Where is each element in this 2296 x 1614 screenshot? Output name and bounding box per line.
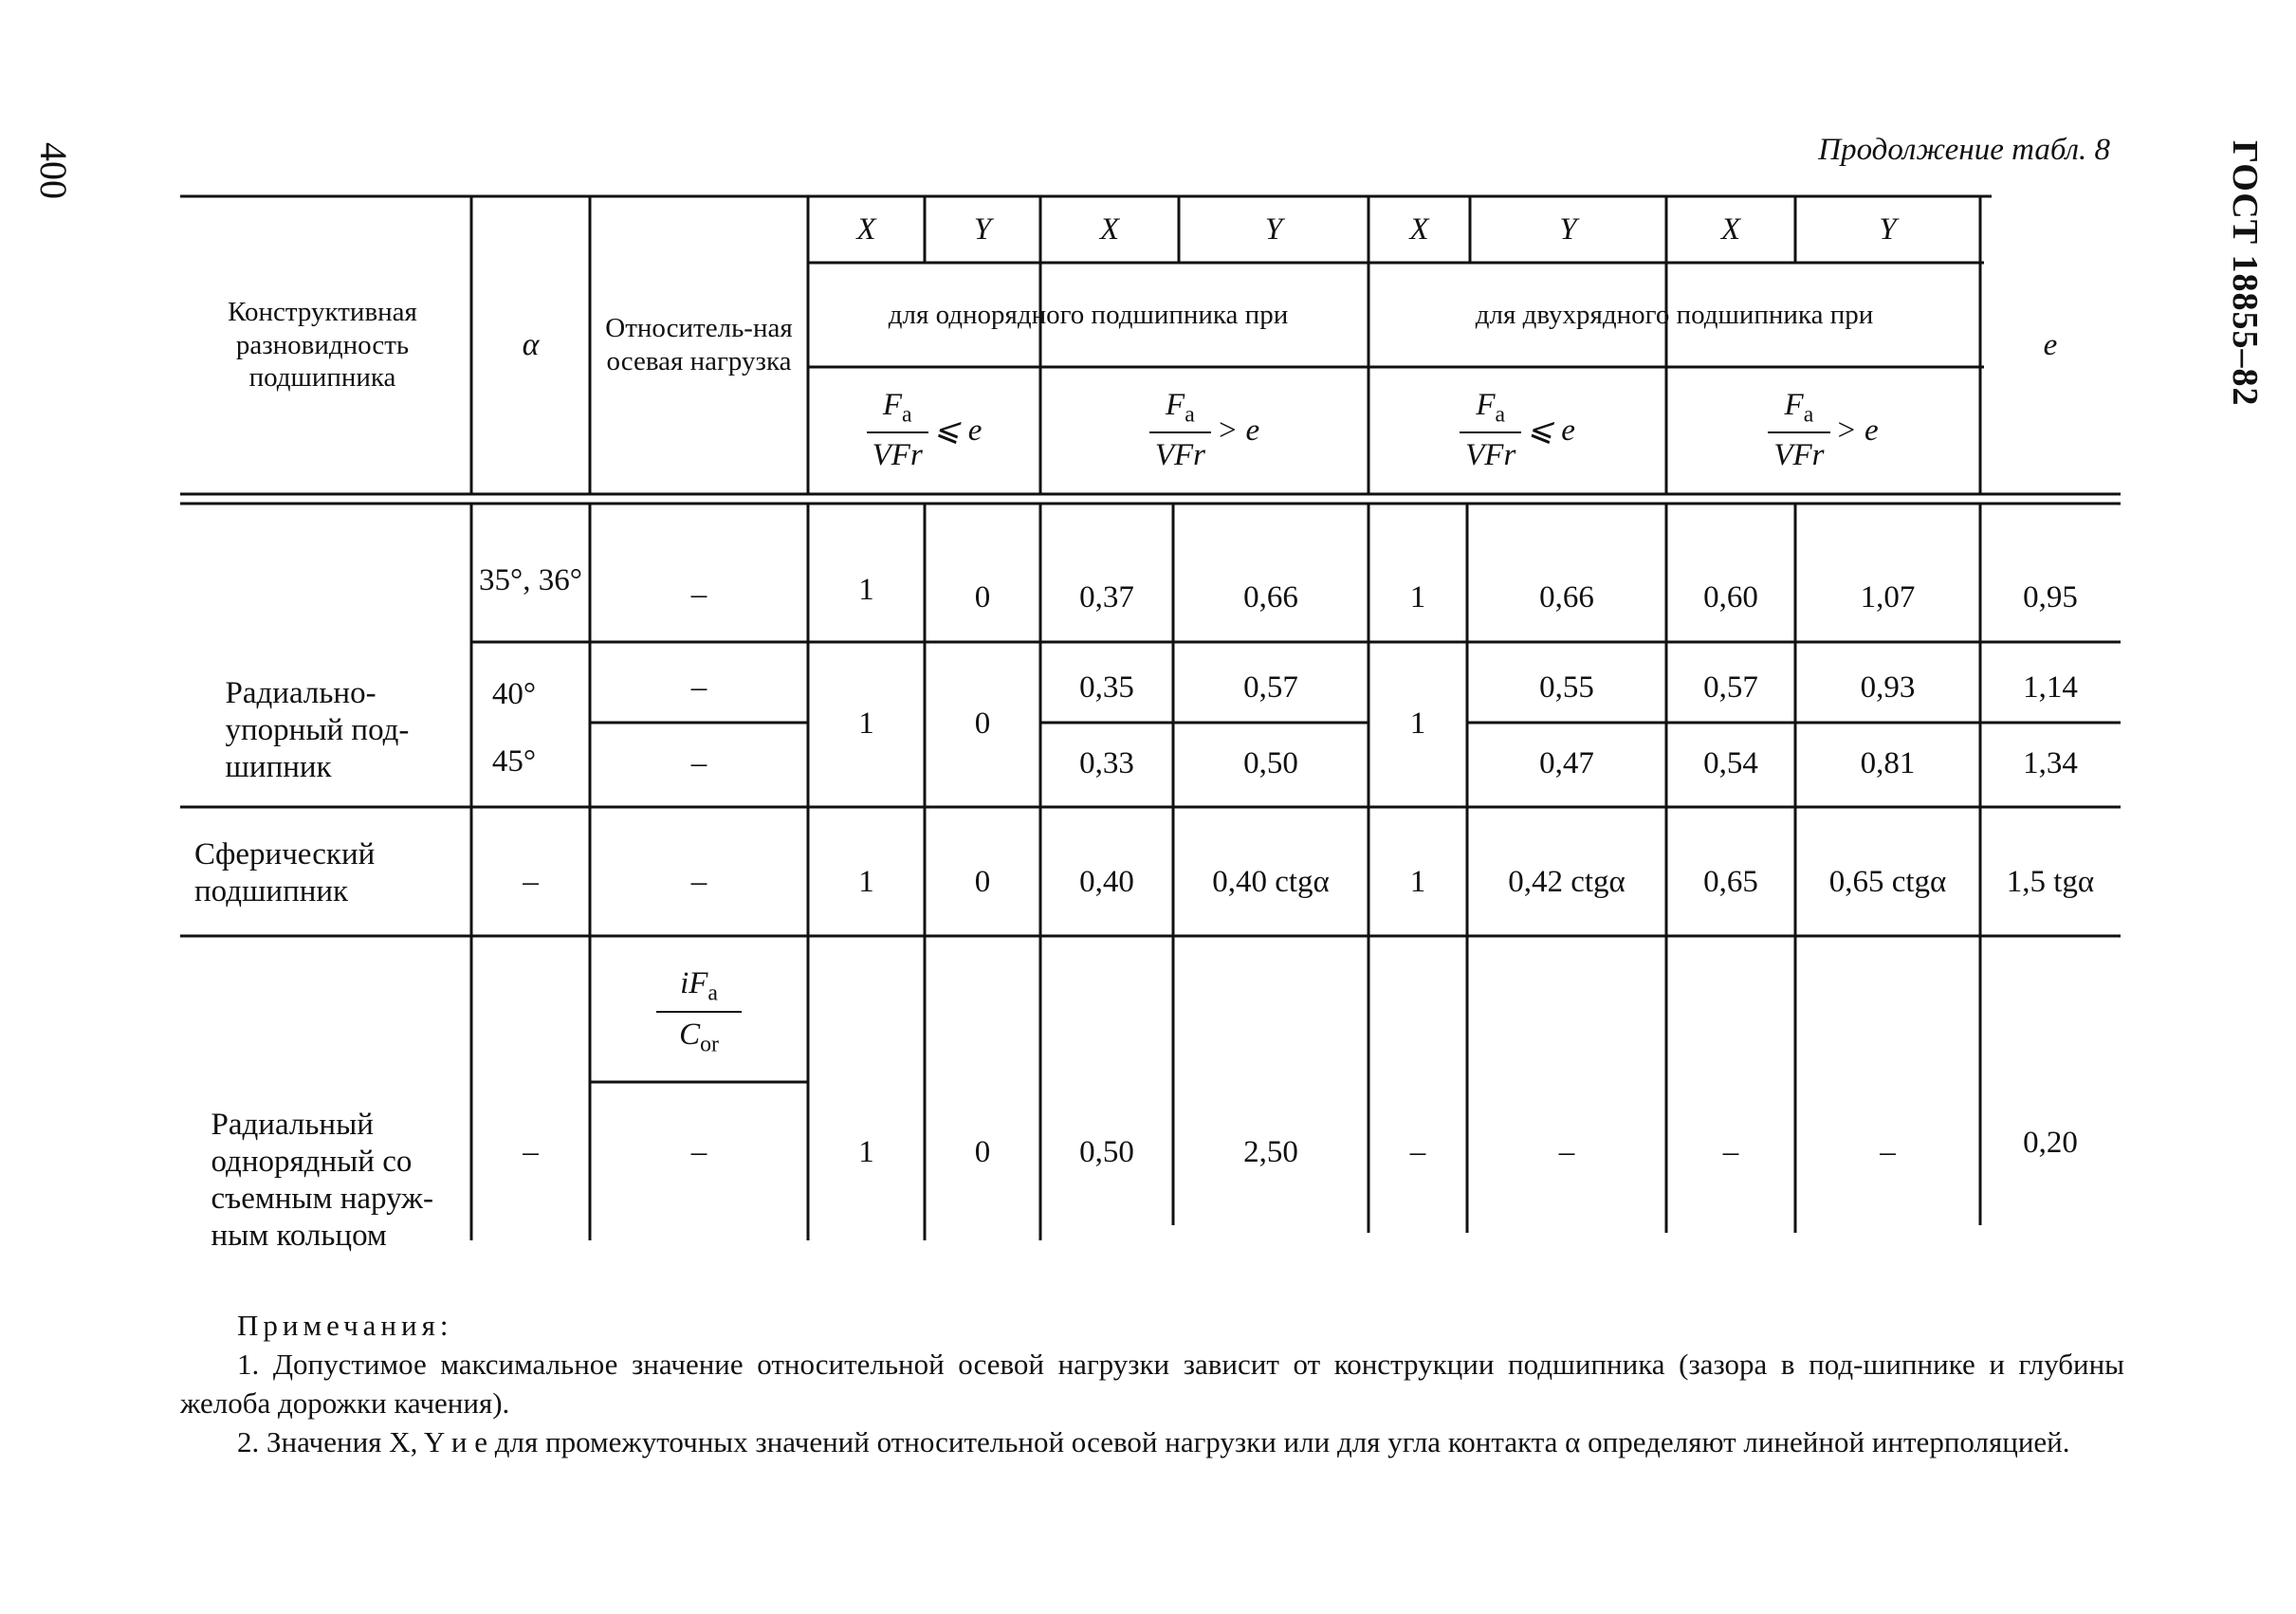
ratio-single-le: $\frac{F_a}{\text{VFr}}$ ⩽ e [808,367,1040,494]
table-cell-x3: 1 [1409,579,1426,614]
table-cell-x4: 0,54 [1703,746,1758,781]
table-cell-y2: 2,50 [1243,1134,1298,1169]
table-cell-x3: – [1409,1134,1426,1169]
table-cell-bearing-type: Радиально-упорный под-шипник [225,676,410,784]
header-e: e [2043,327,2058,362]
table-cell-alpha: 45° [491,743,537,779]
table-cell-load: – [690,669,707,705]
table-cell-e: 0,95 [2023,579,2078,614]
page-number: 400 [32,142,75,199]
header-y-single-gt: Y [1264,211,1283,247]
table-cell-x1: 1 [858,706,874,741]
header-bearing-type: Конструктивная разновидность подшипника [228,296,417,394]
table-cell-x2: 0,40 [1079,864,1134,899]
table-cell-y3: 0,47 [1539,746,1594,781]
header-contact-angle: α [522,326,540,362]
table-cell-y2: 0,57 [1243,669,1298,705]
table-cell-e: 0,20 [2023,1125,2078,1160]
header-relative-axial-load: Относитель-ная осевая нагрузка [605,313,793,376]
header-y-single-le: Y [973,211,992,247]
note-item: 2. Значения X, Y и e для промежуточных значений относительной осевой нагрузки или для угла контакта α определяют линейной интерполяцией. [237,1424,2070,1458]
table-cell-x1: 1 [858,864,874,899]
table-cell-x4: 0,60 [1703,579,1758,614]
note-item: 1. Допустимое максимальное значение относительной осевой нагрузки зависит от конструкции подшипника (зазора в под-шипнике и глубины желоба дорожки качения). [180,1347,2124,1420]
table-cell-y4: 0,93 [1860,669,1916,705]
table-cell-x2: 0,35 [1079,669,1134,705]
table-cell-e: 1,5 tgα [2006,864,2095,899]
header-x-double-gt: X [1720,211,1741,247]
table-cell-y3: 0,66 [1539,579,1594,614]
ratio-single-gt: $\frac{F_a}{\text{VFr}}$ > e [1040,367,1368,494]
table-cell-x2: 0,37 [1079,579,1134,614]
header-x-double-le: X [1409,211,1429,247]
table-cell-alpha: 35°, 36° [479,562,582,597]
table-cell-y1: 0 [974,706,991,741]
table-cell-x2: 0,50 [1079,1134,1134,1169]
table-cell-x4: – [1722,1134,1739,1169]
table-cell-bearing-type: Радиальный однорядный со съемным наруж-ным кольцом [211,1108,433,1253]
table-cell-x3: 1 [1409,864,1426,899]
header-x-single-le: X [856,211,876,247]
table-cell-y2: 0,66 [1243,579,1298,614]
table-cell-y1: 0 [974,579,991,614]
table-cell-y2: 0,40 ctgα [1212,864,1330,899]
table-cell-y2: 0,50 [1243,746,1298,781]
table-cell-x4: 0,65 [1703,864,1758,899]
table-cell-alpha: 40° [491,677,537,712]
table-cell-x2: 0,33 [1079,746,1134,781]
standard-id: ГОСТ 18855–82 [2225,140,2265,407]
notes-title: Примечания: [237,1309,453,1342]
table-cell-y3: 0,42 ctgα [1508,864,1626,899]
table-cell-y4: 0,81 [1860,746,1916,781]
table-cell-e: 1,14 [2023,669,2078,705]
table-cell-load: – [690,1134,707,1169]
table-cell-load: – [690,864,707,899]
table-cell-x1: 1 [858,1134,874,1169]
table-cell-y4: – [1880,1134,1896,1169]
ratio-double-le: $\frac{F_a}{\text{VFr}}$ ⩽ e [1368,367,1666,494]
notes [180,1307,2124,1462]
table-cell-x1: 1 [858,572,874,607]
header-single-row-group: для однорядного подшипника при [888,299,1289,330]
table-cell-alpha: – [523,864,539,899]
table-cell-y1: 0 [974,864,991,899]
table-cell-y1: 0 [974,1134,991,1169]
ratio-double-gt: $\frac{F_a}{\text{VFr}}$ > e [1666,367,1980,494]
table-continuation-label: Продолжение табл. 8 [1818,133,2110,167]
header-y-double-le: Y [1559,211,1577,247]
header-y-double-gt: Y [1879,211,1897,247]
table-cell-x3: 1 [1409,706,1426,741]
table-cell-load: – [690,746,707,781]
table-cell-y3: 0,55 [1539,669,1594,705]
table-cell-load: – [690,577,707,612]
table-cell-alpha: – [523,1134,539,1169]
table-cell-x4: 0,57 [1703,669,1758,705]
header-x-single-gt: X [1099,211,1120,247]
header-double-row-group: для двухрядного подшипника при [1475,299,1874,330]
table-cell-load-ratio: $\frac{iF_a}{C_{or}}$ [590,945,808,1078]
table-cell-e: 1,34 [2023,746,2078,781]
table-cell-y3: – [1558,1134,1575,1169]
table-cell-bearing-type: Сферический подшипник [194,837,376,908]
table-cell-y4: 0,65 ctgα [1828,864,1947,899]
table-cell-y4: 1,07 [1860,579,1916,614]
